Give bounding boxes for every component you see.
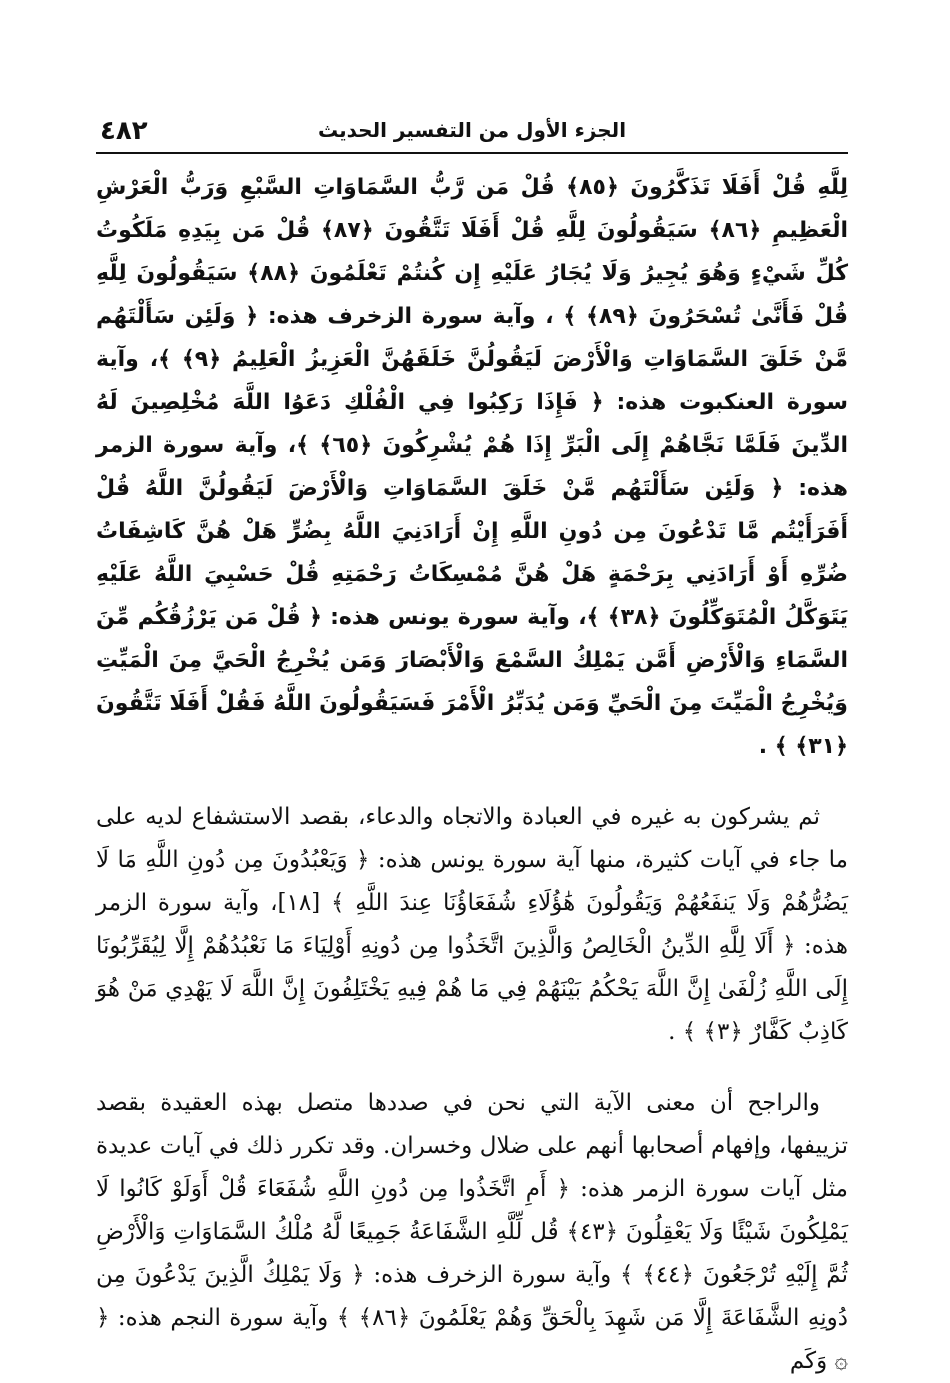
document-page <box>96 112 848 1383</box>
running-header <box>96 112 848 154</box>
page-number: ٤٨٢ <box>100 116 148 146</box>
book-title: الجزء الأول من التفسير الحديث <box>317 118 627 142</box>
paragraph-commentary-2: والراجح أن معنى الآية التي نحن في صددها متصل بهذه العقيدة بقصد تزييفها، وإفهام أصحابها أنهم على ضلال وخسران. وقد تكرر ذلك في آيات عديدة مثل آيات سورة الزمر هذه: ﴿ أَمِ اتَّخَذُوا مِن دُونِ اللَّهِ شُفَعَاءَ قُلْ أَوَلَوْ كَانُوا لَا يَمْلِكُونَ شَيْئًا وَلَا يَعْقِلُونَ ﴿٤٣﴾ قُل لِّلَّهِ الشَّفَاعَةُ جَمِيعًا لَّهُ مُلْكُ السَّمَاوَاتِ وَالْأَرْضِ ثُمَّ إِلَيْهِ تُرْجَعُونَ ﴿٤٤﴾ ﴾ وآية سورة الزخرف هذه: ﴿ وَلَا يَمْلِكُ الَّذِينَ يَدْعُونَ مِن دُونِهِ الشَّفَاعَةَ إِلَّا مَن شَهِدَ بِالْحَقِّ وَهُمْ يَعْلَمُونَ ﴿٨٦﴾ ﴾ وآية سورة النجم هذه: ﴿ ۞ وَكَم <box>96 1090 848 1374</box>
paragraph-commentary-1: ثم يشركون به غيره في العبادة والاتجاه والدعاء، بقصد الاستشفاع لديه على ما جاء في آيات كثيرة، منها آية سورة يونس هذه: ﴿ وَيَعْبُدُونَ مِن دُونِ اللَّهِ مَا لَا يَضُرُّهُمْ وَلَا يَنفَعُهُمْ وَيَقُولُونَ هَٰؤُلَاءِ شُفَعَاؤُنَا عِندَ اللَّهِ ﴾ [١٨]، وآية سورة الزمر هذه: ﴿ أَلَا لِلَّهِ الدِّينُ الْخَالِصُ وَالَّذِينَ اتَّخَذُوا مِن دُونِهِ أَوْلِيَاءَ مَا نَعْبُدُهُمْ إِلَّا لِيُقَرِّبُونَا إِلَى اللَّهِ زُلْفَىٰ إِنَّ اللَّهَ يَحْكُمُ بَيْنَهُمْ فِي مَا هُمْ فِيهِ يَخْتَلِفُونَ إِنَّ اللَّهَ لَا يَهْدِي مَنْ هُوَ كَاذِبٌ كَفَّارٌ ﴿٣﴾ ﴾ . <box>96 804 849 1045</box>
body-text <box>96 166 848 1383</box>
paragraph-quran-verses: لِلَّهِ قُلْ أَفَلَا تَذَكَّرُونَ ﴿٨٥﴾ قُلْ مَن رَّبُّ السَّمَاوَاتِ السَّبْعِ وَرَبُّ الْعَرْشِ الْعَظِيمِ ﴿٨٦﴾ سَيَقُولُونَ لِلَّهِ قُلْ أَفَلَا تَتَّقُونَ ﴿٨٧﴾ قُلْ مَن بِيَدِهِ مَلَكُوتُ كُلِّ شَيْءٍ وَهُوَ يُجِيرُ وَلَا يُجَارُ عَلَيْهِ إِن كُنتُمْ تَعْلَمُونَ ﴿٨٨﴾ سَيَقُولُونَ لِلَّهِ قُلْ فَأَنَّىٰ تُسْحَرُونَ ﴿٨٩﴾ ﴾ ، وآية سورة الزخرف هذه: ﴿ وَلَئِن سَأَلْتَهُم مَّنْ خَلَقَ السَّمَاوَاتِ وَالْأَرْضَ لَيَقُولُنَّ خَلَقَهُنَّ الْعَزِيزُ الْعَلِيمُ ﴿٩﴾ ﴾، وآية سورة العنكبوت هذه: ﴿ فَإِذَا رَكِبُوا فِي الْفُلْكِ دَعَوُا اللَّهَ مُخْلِصِينَ لَهُ الدِّينَ فَلَمَّا نَجَّاهُمْ إِلَى الْبَرِّ إِذَا هُمْ يُشْرِكُونَ ﴿٦٥﴾ ﴾، وآية سورة الزمر هذه: ﴿ وَلَئِن سَأَلْتَهُم مَّنْ خَلَقَ السَّمَاوَاتِ وَالْأَرْضَ لَيَقُولُنَّ اللَّهُ قُلْ أَفَرَأَيْتُم مَّا تَدْعُونَ مِن دُونِ اللَّهِ إِنْ أَرَادَنِيَ اللَّهُ بِضُرٍّ هَلْ هُنَّ كَاشِفَاتُ ضُرِّهِ أَوْ أَرَادَنِي بِرَحْمَةٍ هَلْ هُنَّ مُمْسِكَاتُ رَحْمَتِهِ قُلْ حَسْبِيَ اللَّهُ عَلَيْهِ يَتَوَكَّلُ الْمُتَوَكِّلُونَ ﴿٣٨﴾ ﴾، وآية سورة يونس هذه: ﴿ قُلْ مَن يَرْزُقُكُم مِّنَ السَّمَاءِ وَالْأَرْضِ أَمَّن يَمْلِكُ السَّمْعَ وَالْأَبْصَارَ وَمَن يُخْرِجُ الْحَيَّ مِنَ الْمَيِّتِ وَيُخْرِجُ الْمَيِّتَ مِنَ الْحَيِّ وَمَن يُدَبِّرُ الْأَمْرَ فَسَيَقُولُونَ اللَّهُ فَقُلْ أَفَلَا تَتَّقُونَ ﴿٣١﴾ ﴾ . <box>96 175 849 759</box>
